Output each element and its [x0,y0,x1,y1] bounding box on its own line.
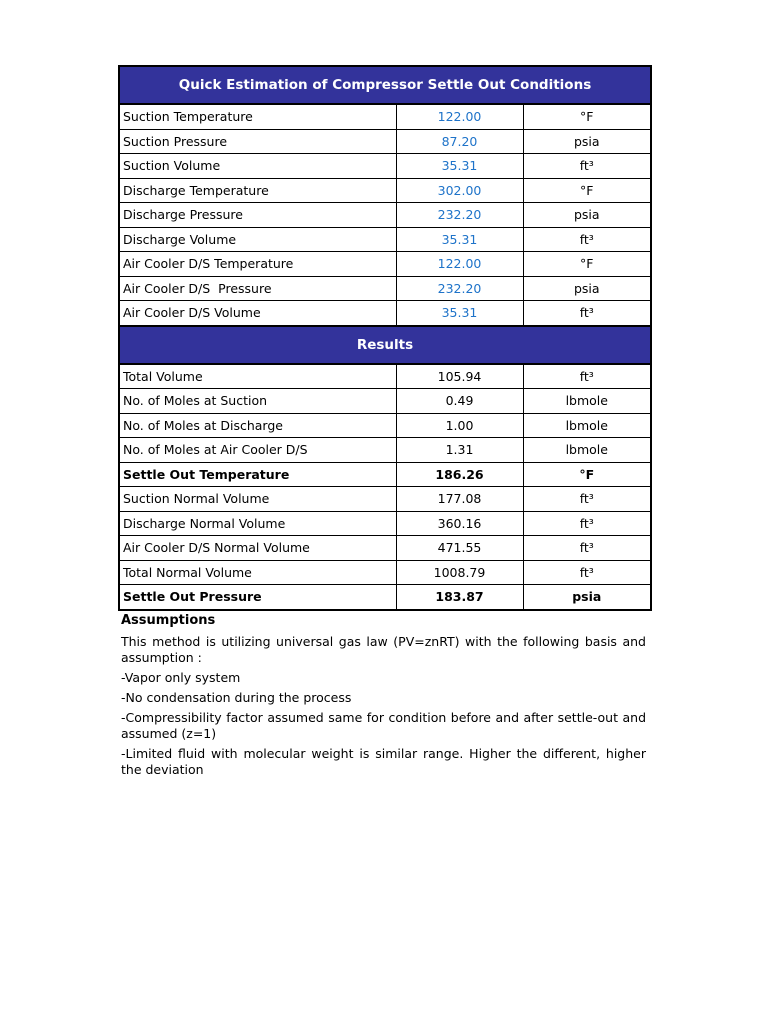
input-row-suction-pressure [119,129,651,154]
input-row-air-cooler-temperature [119,252,651,277]
input-label: Discharge Pressure [119,203,396,228]
result-label: Settle Out Pressure [119,585,396,610]
input-unit: psia [523,276,651,301]
assumptions-section [118,613,650,778]
result-unit: ft³ [523,511,651,536]
input-label: Discharge Temperature [119,178,396,203]
input-unit: °F [523,252,651,277]
settle-out-table [118,65,652,611]
result-label: Discharge Normal Volume [119,511,396,536]
table-title: Quick Estimation of Compressor Settle Out Conditions [119,66,651,104]
result-label: Settle Out Temperature [119,462,396,487]
result-label: Suction Normal Volume [119,487,396,512]
assumption-paragraph: -No condensation during the process [121,689,352,705]
input-value[interactable]: 232.20 [396,203,523,228]
assumption-paragraph: -Compressibility factor assumed same for condition before and after settle-out and assumed (z=1) [121,709,646,741]
input-label: Air Cooler D/S Volume [119,301,396,326]
result-row-moles-discharge [119,413,651,438]
result-row-settle-out-temperature [119,462,651,487]
assumption-paragraph: -Limited fluid with molecular weight is similar range. Higher the different, higher the deviation [121,745,646,777]
input-row-air-cooler-volume [119,301,651,326]
result-value: 1008.79 [396,560,523,585]
result-unit: psia [523,585,651,610]
input-row-discharge-temperature [119,178,651,203]
input-label: Suction Temperature [119,104,396,129]
result-row-air-cooler-normal-volume [119,536,651,561]
calculation-sheet [118,65,650,782]
result-label: Total Volume [119,364,396,389]
input-row-discharge-pressure [119,203,651,228]
input-row-discharge-volume [119,227,651,252]
result-value: 1.31 [396,438,523,463]
input-row-air-cooler-pressure [119,276,651,301]
result-unit: lbmole [523,438,651,463]
result-row-moles-air-cooler [119,438,651,463]
input-value[interactable]: 35.31 [396,301,523,326]
result-unit: lbmole [523,389,651,414]
result-unit: ft³ [523,560,651,585]
result-value: 471.55 [396,536,523,561]
input-label: Suction Pressure [119,129,396,154]
results-header-row [119,326,651,364]
input-unit: psia [523,203,651,228]
result-unit: lbmole [523,413,651,438]
result-value: 0.49 [396,389,523,414]
result-value: 177.08 [396,487,523,512]
assumptions-heading: Assumptions [121,612,216,628]
input-unit: °F [523,178,651,203]
input-value[interactable]: 232.20 [396,276,523,301]
result-row-total-volume [119,364,651,389]
input-row-suction-temperature [119,104,651,129]
result-value: 183.87 [396,585,523,610]
title-row [119,66,651,104]
result-unit: ft³ [523,487,651,512]
result-value: 105.94 [396,364,523,389]
input-value[interactable]: 35.31 [396,227,523,252]
result-value: 1.00 [396,413,523,438]
result-row-moles-suction [119,389,651,414]
input-unit: °F [523,104,651,129]
input-value[interactable]: 35.31 [396,154,523,179]
results-title: Results [119,326,651,364]
input-unit: ft³ [523,301,651,326]
assumption-paragraph: -Vapor only system [121,669,241,685]
input-value[interactable]: 122.00 [396,104,523,129]
input-value[interactable]: 122.00 [396,252,523,277]
input-row-suction-volume [119,154,651,179]
result-unit: ft³ [523,536,651,561]
result-label: Air Cooler D/S Normal Volume [119,536,396,561]
assumption-paragraph: This method is utilizing universal gas law (PV=znRT) with the following basis and assumption : [121,633,646,665]
result-label: No. of Moles at Air Cooler D/S [119,438,396,463]
result-row-settle-out-pressure [119,585,651,610]
input-unit: ft³ [523,154,651,179]
input-unit: psia [523,129,651,154]
result-row-suction-normal-volume [119,487,651,512]
result-label: No. of Moles at Suction [119,389,396,414]
result-label: Total Normal Volume [119,560,396,585]
result-value: 360.16 [396,511,523,536]
input-value[interactable]: 87.20 [396,129,523,154]
result-row-discharge-normal-volume [119,511,651,536]
result-row-total-normal-volume [119,560,651,585]
result-unit: ft³ [523,364,651,389]
result-label: No. of Moles at Discharge [119,413,396,438]
input-label: Air Cooler D/S Pressure [119,276,396,301]
result-value: 186.26 [396,462,523,487]
result-unit: °F [523,462,651,487]
input-value[interactable]: 302.00 [396,178,523,203]
input-label: Discharge Volume [119,227,396,252]
input-label: Suction Volume [119,154,396,179]
input-label: Air Cooler D/S Temperature [119,252,396,277]
input-unit: ft³ [523,227,651,252]
